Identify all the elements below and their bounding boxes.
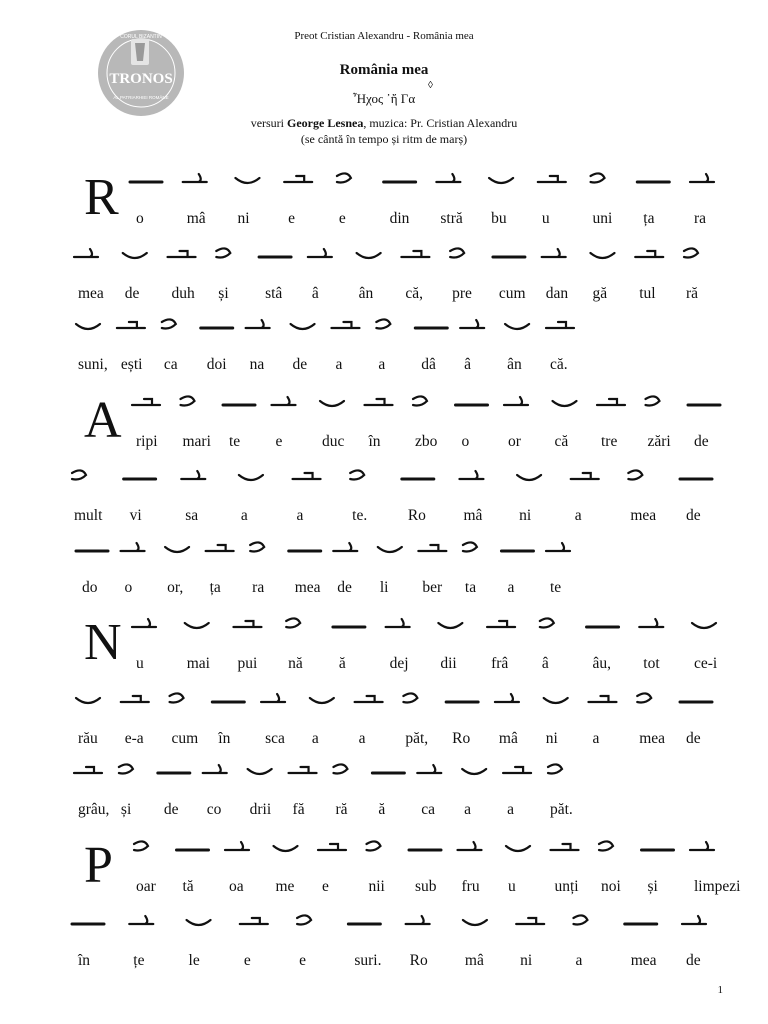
- lyric-syllable: ân: [358, 285, 374, 302]
- lyric-syllable: că,: [405, 285, 424, 302]
- lyric-syllable: cum: [498, 285, 526, 302]
- neume-icon: [417, 765, 441, 773]
- lyric-syllable: duc: [322, 433, 345, 450]
- neume-icon: [250, 542, 264, 551]
- lyric-syllable: drii: [249, 801, 272, 818]
- lyric-syllable: mea: [639, 730, 666, 747]
- lyric-syllable: suni,: [78, 356, 108, 373]
- lyric-syllable: u: [136, 655, 144, 672]
- logo-arc-top: CORUL BIZANTIN: [120, 34, 162, 40]
- lyricist: George Lesnea: [287, 116, 364, 130]
- song-title: România mea: [339, 62, 429, 78]
- neume-icon: [331, 322, 359, 328]
- lyric-syllable: a: [358, 730, 366, 747]
- lyric-syllable: dâ: [421, 356, 436, 373]
- lyric-syllable: ân: [507, 356, 522, 373]
- neume-icon: [463, 920, 487, 925]
- lyric-syllable: ra: [252, 579, 265, 596]
- drop-cap: N: [84, 614, 122, 671]
- lyric-syllable: ța: [209, 579, 221, 596]
- lyric-syllable: a: [574, 507, 582, 524]
- lyric-syllable: vi: [129, 507, 142, 524]
- neume-icon: [121, 543, 145, 551]
- neume-row: [0, 521, 768, 579]
- neume-icon: [367, 841, 381, 850]
- neume-icon: [286, 618, 300, 627]
- lyric-syllable: a: [575, 952, 583, 969]
- neume-icon: [599, 841, 613, 850]
- neume-icon: [162, 319, 176, 328]
- lyric-syllable: noi: [601, 878, 621, 895]
- neume-icon: [181, 471, 205, 479]
- lyric-syllable: dii: [440, 655, 457, 672]
- lyric-syllable: de: [292, 356, 308, 373]
- drop-cap: A: [84, 392, 122, 449]
- lyric-syllable: ni: [520, 952, 533, 969]
- lyric-syllable: o: [124, 579, 133, 596]
- lyric-syllable: mâ: [463, 507, 483, 524]
- neume-icon: [684, 248, 698, 257]
- neume-icon: [355, 696, 383, 702]
- lyric-syllable: sub: [415, 878, 437, 895]
- neume-icon: [548, 764, 562, 773]
- lyric-syllable: a: [296, 507, 304, 524]
- lyric-syllable: li: [379, 579, 389, 596]
- lyric-syllable: o: [461, 433, 470, 450]
- neume-icon: [516, 918, 544, 924]
- lyric-syllable: dan: [545, 285, 569, 302]
- neume-icon: [401, 251, 429, 257]
- lyric-syllable: a: [592, 730, 600, 747]
- lyric-syllable: le: [188, 952, 200, 969]
- lyric-syllable: pui: [237, 655, 258, 672]
- lyric-syllable: ni: [237, 210, 250, 227]
- neume-icon: [489, 178, 513, 183]
- lyric-syllable: păt.: [550, 801, 573, 818]
- neume-icon: [590, 253, 614, 258]
- neume-icon: [450, 248, 464, 257]
- lyric-syllable: a: [240, 507, 248, 524]
- lyric-syllable: de: [694, 433, 709, 450]
- lyric-syllable: nă: [288, 655, 303, 672]
- neume-icon: [682, 916, 706, 924]
- lyric-syllable: mâ: [464, 952, 484, 969]
- neume-icon: [418, 545, 446, 551]
- neume-icon: [320, 401, 344, 406]
- neume-icon: [542, 249, 566, 257]
- mode-sign-icon: ◊: [428, 80, 433, 91]
- lyric-syllable: mâ: [186, 210, 206, 227]
- lyric-syllable: u: [541, 210, 550, 227]
- lyric-syllable: te.: [352, 507, 368, 524]
- neume-icon: [403, 693, 417, 702]
- neume-icon: [406, 916, 430, 924]
- neume-icon: [123, 253, 147, 258]
- neume-icon: [495, 694, 519, 702]
- neume-icon: [504, 397, 528, 405]
- neume-row: [0, 672, 768, 730]
- neume-icon: [350, 470, 364, 479]
- logo-arc-bottom: AL PATRIARHIEI ROMÂNE: [113, 95, 169, 100]
- lyric-syllable: e: [338, 210, 346, 227]
- neume-icon: [74, 767, 102, 773]
- header-line: Preot Cristian Alexandru - România mea: [294, 30, 474, 42]
- lyric-syllable: stră: [440, 210, 463, 227]
- lyric-syllable: mult: [74, 507, 103, 524]
- neume-icon: [206, 545, 234, 551]
- lyric-syllable: în: [218, 730, 231, 747]
- lyric-syllable: de: [163, 801, 179, 818]
- lyric-syllable: ca: [163, 356, 178, 373]
- credits: [0, 116, 768, 131]
- neume-icon: [240, 918, 268, 924]
- neume-icon: [333, 543, 357, 551]
- credits-middle: , muzica: Pr. Cristian Alexandru: [363, 116, 518, 130]
- lyric-syllable: tul: [639, 285, 656, 302]
- neume-icon: [134, 841, 148, 850]
- neume-icon: [121, 696, 149, 702]
- lyric-syllable: Ro: [407, 507, 426, 524]
- neume-row: [0, 227, 768, 285]
- lyric-syllable: Ro: [409, 952, 428, 969]
- lyric-syllable: te: [550, 579, 562, 596]
- lyric-syllable: a: [507, 579, 515, 596]
- lyric-syllable: tă: [182, 878, 194, 895]
- neume-icon: [293, 473, 321, 479]
- neume-icon: [235, 178, 259, 183]
- song-mode: Ἦχος ᾽ἤ Γα: [352, 91, 416, 106]
- neume-icon: [76, 324, 100, 329]
- lyric-syllable: zbo: [415, 433, 438, 450]
- lyric-syllable: țe: [133, 952, 145, 969]
- neume-icon: [378, 547, 402, 552]
- lyric-syllable: do: [82, 579, 98, 596]
- neume-icon: [170, 693, 184, 702]
- lyric-syllable: e: [322, 878, 329, 895]
- lyric-syllable: or: [508, 433, 521, 450]
- lyric-syllable: e: [275, 433, 283, 450]
- lyric-syllable: ră: [686, 285, 699, 302]
- lyric-syllable: ni: [519, 507, 532, 524]
- neume-icon: [517, 475, 541, 480]
- lyric-syllable: or,: [167, 579, 184, 596]
- lyric-syllable: u: [508, 878, 516, 895]
- lyric-syllable: cum: [171, 730, 199, 747]
- page-number: 1: [717, 984, 723, 996]
- lyric-syllable: te: [229, 433, 241, 450]
- lyric-syllable: și: [218, 285, 229, 302]
- neume-icon: [635, 251, 663, 257]
- lyric-syllable: de: [686, 507, 701, 524]
- neume-icon: [460, 320, 484, 328]
- lyric-syllable: de: [686, 952, 701, 969]
- neume-icon: [181, 396, 195, 405]
- neume-icon: [597, 399, 625, 405]
- lyric-syllable: mea: [78, 285, 104, 302]
- neume-icon: [436, 174, 460, 182]
- neume-icon: [129, 916, 153, 924]
- lyric-syllable: me: [275, 878, 295, 895]
- lyric-syllable: mai: [186, 655, 210, 672]
- lyric-syllable: doi: [206, 356, 227, 373]
- lyric-syllable: e: [243, 952, 251, 969]
- lyric-syllable: â: [311, 285, 319, 302]
- lyric-syllable: în: [78, 952, 91, 969]
- neume-icon: [462, 769, 486, 774]
- lyric-syllable: fă: [292, 801, 305, 818]
- neume-icon: [119, 764, 133, 773]
- lyric-syllable: din: [389, 210, 410, 227]
- lyric-syllable: că: [554, 433, 569, 450]
- lyric-syllable: dej: [389, 655, 409, 672]
- lyric-syllable: pre: [452, 285, 472, 302]
- neume-icon: [551, 844, 579, 850]
- neume-icon: [413, 396, 427, 405]
- neume-icon: [291, 324, 315, 329]
- lyric-syllable: frâ: [491, 655, 509, 672]
- neume-icon: [239, 475, 263, 480]
- lyric-syllable: de: [686, 730, 701, 747]
- lyric-syllable: a: [507, 801, 514, 818]
- neume-icon: [289, 767, 317, 773]
- neume-icon: [628, 470, 642, 479]
- lyric-syllable: ă: [338, 655, 346, 672]
- lyric-syllable: zări: [647, 433, 671, 450]
- neume-icon: [463, 542, 477, 551]
- lyric-syllable: nii: [368, 878, 385, 895]
- lyric-syllable: mea: [630, 507, 657, 524]
- neume-icon: [132, 399, 160, 405]
- neume-icon: [553, 401, 577, 406]
- lyric-syllable: ber: [422, 579, 443, 596]
- neume-icon: [588, 696, 616, 702]
- neume-icon: [261, 694, 285, 702]
- lyric-syllable: tot: [643, 655, 660, 672]
- lyric-syllable: ră: [335, 801, 348, 818]
- neume-icon: [540, 618, 554, 627]
- lyric-syllable: că.: [550, 356, 568, 373]
- neume-icon: [187, 920, 211, 925]
- lyric-syllable: ni: [545, 730, 558, 747]
- lyric-syllable: rău: [78, 730, 98, 747]
- lyric-syllable: ești: [120, 356, 143, 373]
- lyric-syllable: tre: [601, 433, 618, 450]
- lyric-syllable: păt,: [405, 730, 429, 747]
- neume-icon: [76, 698, 100, 703]
- lyric-syllable: sca: [265, 730, 285, 747]
- lyric-syllable: â: [541, 655, 549, 672]
- neume-icon: [376, 319, 390, 328]
- neume-row: [0, 743, 768, 801]
- neume-icon: [459, 471, 483, 479]
- lyric-syllable: stâ: [265, 285, 283, 302]
- neume-icon: [248, 769, 272, 774]
- neume-icon: [438, 623, 462, 628]
- lyric-syllable: ă: [378, 801, 386, 818]
- lyric-syllable: limpezi: [694, 878, 741, 895]
- lyric-syllable: fru: [461, 878, 480, 895]
- neume-icon: [544, 698, 568, 703]
- lyric-syllable: o: [136, 210, 144, 227]
- logo-text: TRONOS: [109, 71, 173, 87]
- lyric-syllable: ra: [694, 210, 707, 227]
- neume-icon: [487, 621, 515, 627]
- neume-icon: [639, 619, 663, 627]
- neume-icon: [233, 621, 261, 627]
- neume-icon: [117, 322, 145, 328]
- neume-icon: [506, 846, 530, 851]
- lyric-syllable: na: [249, 356, 265, 373]
- lyric-syllable: în: [368, 433, 381, 450]
- neume-icon: [310, 698, 334, 703]
- neume-icon: [337, 173, 351, 182]
- drop-cap: R: [84, 169, 119, 226]
- drop-cap: P: [84, 837, 113, 894]
- lyric-syllable: a: [335, 356, 343, 373]
- tempo-note: (se cântă în tempo și ritm de marș): [300, 132, 468, 146]
- neume-icon: [132, 619, 156, 627]
- lyric-syllable: gă: [592, 285, 608, 302]
- lyric-syllable: ța: [643, 210, 655, 227]
- lyric-syllable: e: [288, 210, 296, 227]
- lyric-syllable: ca: [421, 801, 436, 818]
- neume-icon: [505, 324, 529, 329]
- neume-row: [0, 894, 768, 952]
- neume-icon: [571, 473, 599, 479]
- lyric-syllable: ripi: [136, 433, 158, 450]
- neume-icon: [284, 176, 312, 182]
- lyric-syllable: oa: [229, 878, 244, 895]
- neume-icon: [74, 249, 98, 257]
- neume-icon: [637, 693, 651, 702]
- neume-icon: [203, 765, 227, 773]
- neume-icon: [546, 543, 570, 551]
- neume-icon: [646, 396, 660, 405]
- neume-icon: [386, 619, 410, 627]
- lyric-syllable: uni: [592, 210, 613, 227]
- neume-icon: [272, 397, 296, 405]
- lyric-syllable: sa: [185, 507, 199, 524]
- neume-icon: [183, 174, 207, 182]
- lyric-syllable: mea: [630, 952, 657, 969]
- neume-icon: [357, 253, 381, 258]
- neume-icon: [165, 547, 189, 552]
- neume-row: [0, 449, 768, 507]
- neume-row: [0, 820, 768, 878]
- lyric-syllable: a: [464, 801, 472, 818]
- lyric-syllable: a: [311, 730, 319, 747]
- neume-row: [0, 298, 768, 356]
- neume-icon: [274, 846, 298, 851]
- lyric-syllable: și: [120, 801, 132, 818]
- lyric-syllable: ce-i: [694, 655, 718, 672]
- neume-icon: [216, 248, 230, 257]
- lyric-syllable: oar: [136, 878, 156, 895]
- lyric-syllable: e-a: [124, 730, 144, 747]
- neume-icon: [333, 764, 347, 773]
- neume-icon: [690, 174, 714, 182]
- lyric-syllable: de: [337, 579, 352, 596]
- neume-icon: [185, 623, 209, 628]
- neume-icon: [573, 915, 587, 924]
- neume-icon: [591, 173, 605, 182]
- lyric-syllable: Ro: [452, 730, 471, 747]
- neume-icon: [365, 399, 393, 405]
- neume-icon: [692, 623, 716, 628]
- lyric-syllable: mea: [294, 579, 321, 596]
- lyric-syllable: co: [206, 801, 222, 818]
- lyric-syllable: suri.: [354, 952, 382, 969]
- lyric-syllable: âu,: [592, 655, 612, 672]
- neume-icon: [546, 322, 574, 328]
- lyric-syllable: grâu,: [78, 801, 110, 818]
- lyric-syllable: duh: [171, 285, 195, 302]
- neume-icon: [308, 249, 332, 257]
- lyric-syllable: mâ: [498, 730, 518, 747]
- lyric-syllable: mari: [182, 433, 211, 450]
- lyric-syllable: â: [464, 356, 472, 373]
- neume-icon: [246, 320, 270, 328]
- lyric-syllable: e: [299, 952, 306, 969]
- neume-icon: [168, 251, 196, 257]
- neume-icon: [225, 842, 249, 850]
- neume-icon: [318, 844, 346, 850]
- neume-icon: [297, 915, 311, 924]
- credits-prefix: versuri: [250, 116, 288, 130]
- lyric-syllable: ta: [464, 579, 477, 596]
- lyric-syllable: a: [378, 356, 386, 373]
- neume-icon: [690, 842, 714, 850]
- neume-icon: [538, 176, 566, 182]
- lyric-syllable: unți: [554, 878, 579, 895]
- neume-icon: [503, 767, 531, 773]
- lyric-syllable: și: [647, 878, 658, 895]
- lyric-syllable: bu: [491, 210, 507, 227]
- neume-icon: [72, 470, 86, 479]
- lyric-syllable: de: [124, 285, 140, 302]
- neume-icon: [458, 842, 482, 850]
